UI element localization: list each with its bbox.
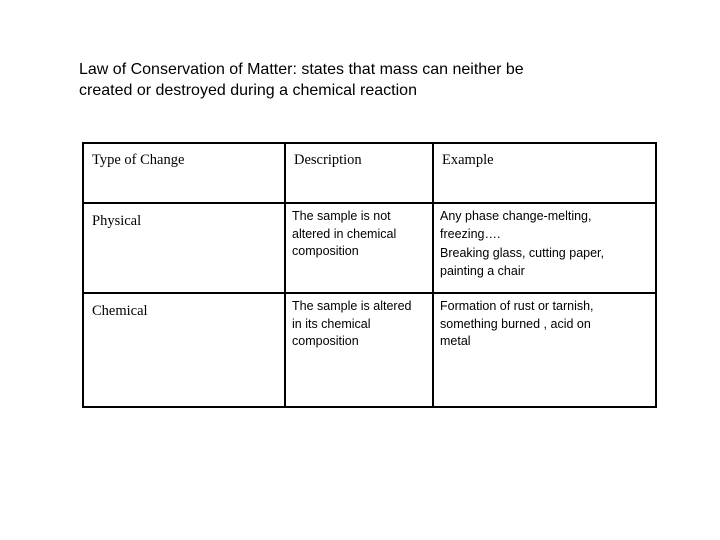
table-row-chemical (83, 293, 656, 407)
heading-line-2: created or destroyed during a chemical reaction (79, 82, 417, 99)
description-line: The sample is altered (292, 299, 412, 313)
description-line: in its chemical (292, 316, 371, 331)
example-line: freezing…. (440, 226, 501, 241)
header-example: Example (442, 152, 494, 168)
change-types-table (82, 142, 657, 408)
header-cell-example (433, 143, 656, 203)
header-row (83, 143, 656, 203)
description-text (286, 294, 432, 351)
cell-description-chemical (285, 293, 433, 407)
example-text (434, 204, 655, 280)
cell-example-physical (433, 203, 656, 293)
header-type-of-change: Type of Change (92, 152, 185, 168)
example-line: Formation of rust or tarnish, (440, 299, 594, 313)
description-line: composition (292, 244, 359, 258)
description-line: altered in chemical (292, 226, 397, 241)
example-line: something burned , acid on (440, 316, 591, 331)
header-cell-description (285, 143, 433, 203)
header-cell-type (83, 143, 285, 203)
cell-type-physical (83, 203, 285, 293)
heading (79, 59, 639, 101)
example-text (434, 294, 655, 351)
heading-line-1: Law of Conservation of Matter: states that mass can neither be (79, 61, 524, 78)
cell-type-chemical (83, 293, 285, 407)
table-row-physical (83, 203, 656, 293)
example-line: Breaking glass, cutting paper, (440, 246, 604, 260)
example-line: Any phase change-melting, (440, 209, 592, 223)
header-description: Description (294, 152, 362, 168)
cell-example-chemical (433, 293, 656, 407)
description-line: composition (292, 334, 359, 348)
description-text (286, 204, 432, 261)
description-line: The sample is not (292, 209, 391, 223)
example-line: metal (440, 334, 471, 348)
type-label: Chemical (92, 303, 148, 319)
example-line: painting a chair (440, 263, 525, 278)
type-label: Physical (92, 213, 142, 229)
cell-description-physical (285, 203, 433, 293)
